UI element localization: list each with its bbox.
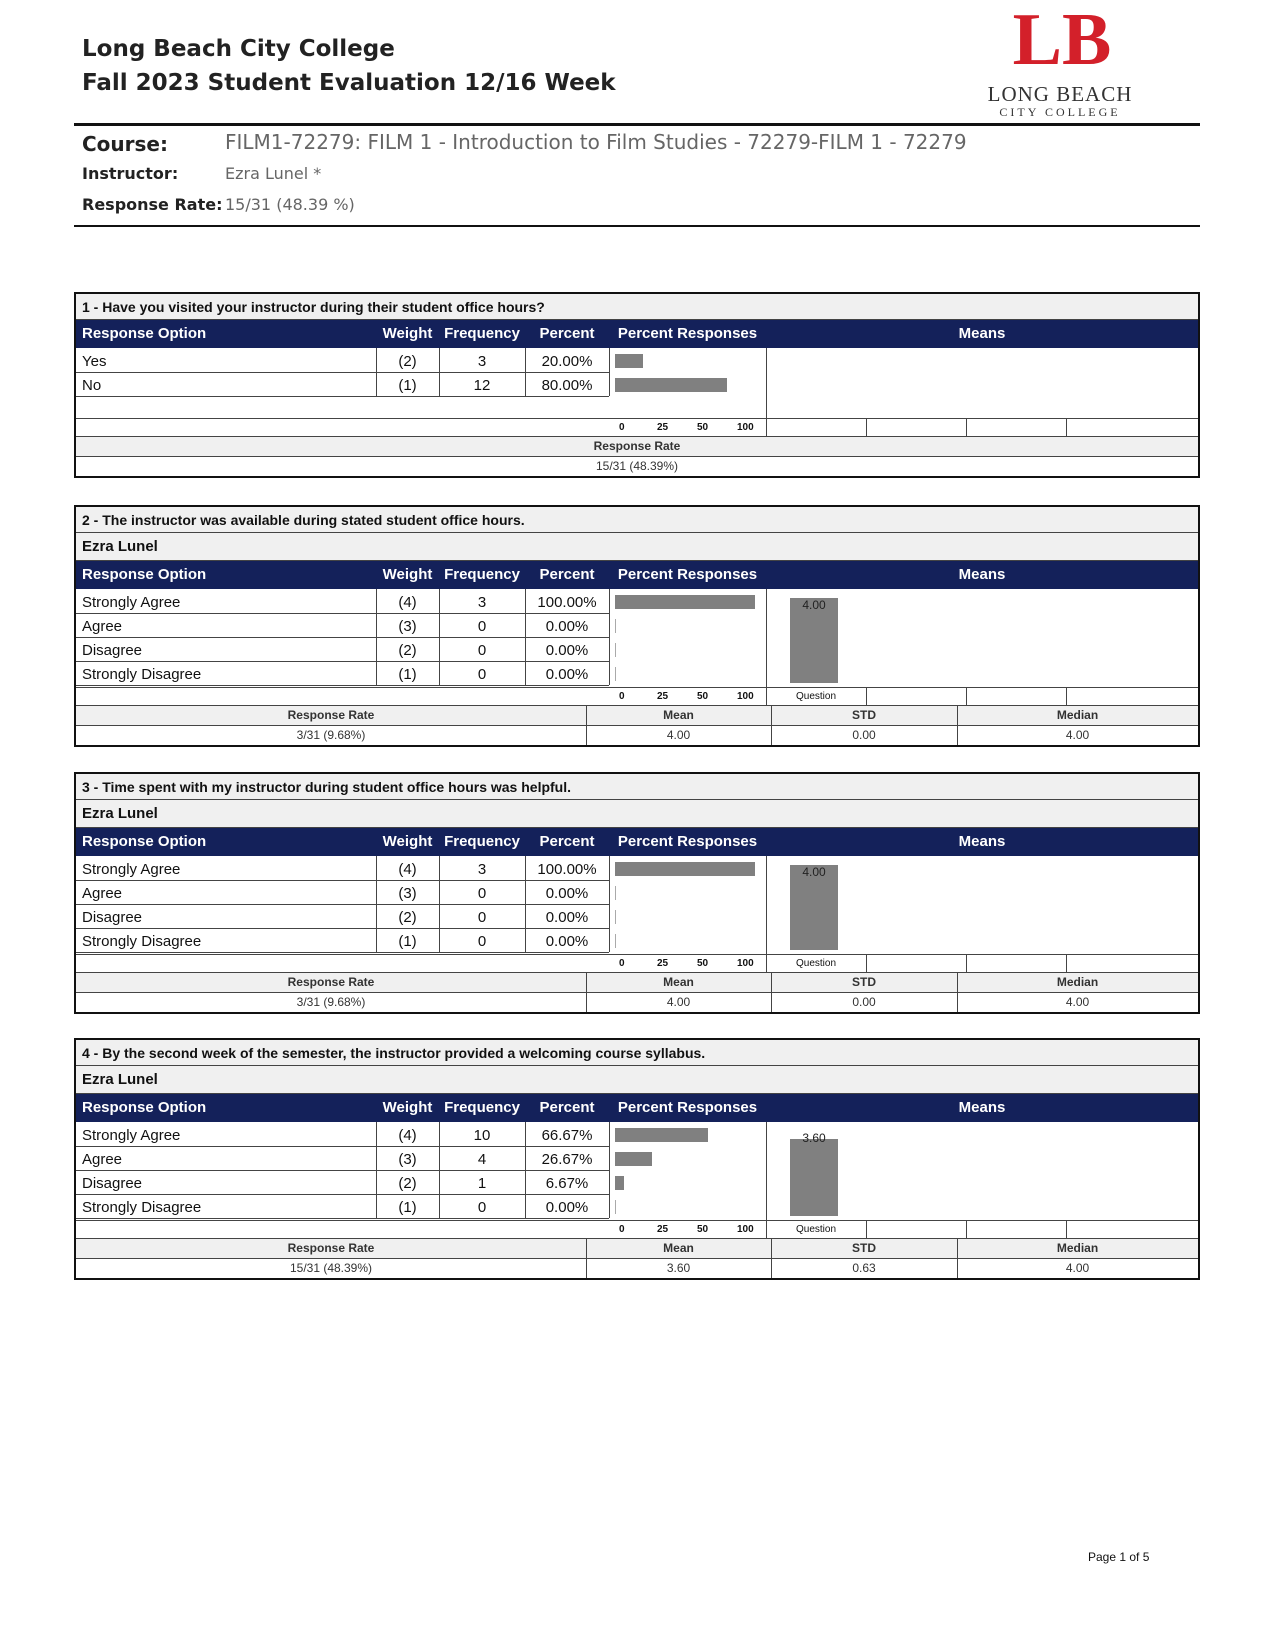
question-instructor: Ezra Lunel	[76, 800, 1198, 828]
report-header	[82, 32, 616, 100]
question-table-1	[74, 292, 1200, 478]
row-percent: 100.00%	[537, 594, 597, 611]
footer-label-response-rate: Response Rate	[287, 708, 375, 722]
footer-value-median: 4.00	[1065, 728, 1090, 742]
footer-label-mean: Mean	[663, 975, 694, 989]
col-percent-responses: Percent Responses	[617, 1099, 758, 1116]
row-option: Disagree	[82, 1175, 143, 1192]
means-divider	[766, 589, 767, 687]
course-divider	[74, 225, 1200, 227]
column-divider	[525, 348, 526, 396]
column-divider	[376, 1122, 377, 1218]
axis-divider	[766, 1221, 767, 1238]
footer-divider	[957, 1259, 958, 1278]
question-table-4	[74, 1038, 1200, 1280]
row-frequency: 0	[477, 618, 487, 635]
col-percent: Percent	[539, 1099, 595, 1116]
row-frequency: 12	[473, 377, 491, 394]
footer-divider	[771, 973, 772, 992]
question-table-2	[74, 505, 1200, 747]
footer-label-median: Median	[1056, 1241, 1099, 1255]
row-weight: (1)	[398, 933, 417, 950]
row-frequency: 4	[477, 1151, 487, 1168]
column-header-row	[76, 1094, 1198, 1122]
means-divider	[766, 1122, 767, 1220]
row-weight: (3)	[398, 885, 417, 902]
col-means: Means	[958, 325, 1006, 342]
axis-question-label: Question	[796, 958, 837, 969]
footer-value-row	[76, 456, 1198, 476]
footer-value-row	[76, 992, 1198, 1012]
footer-value-response-rate: 3/31 (9.68%)	[296, 995, 366, 1009]
row-weight: (3)	[398, 618, 417, 635]
means-divider	[766, 348, 767, 418]
logo-name-line2: CITY COLLEGE	[999, 105, 1121, 119]
percent-bar	[615, 1128, 708, 1142]
axis-divider	[966, 688, 967, 705]
row-divider	[76, 685, 609, 686]
footer-label-mean: Mean	[663, 708, 694, 722]
axis-tick-label: 50	[697, 958, 709, 969]
column-divider	[609, 589, 610, 685]
footer-divider	[586, 1259, 587, 1278]
row-option: Agree	[82, 618, 123, 635]
mean-bar-label: 4.00	[802, 865, 826, 879]
column-divider	[439, 856, 440, 952]
mean-bar-label: 4.00	[802, 598, 826, 612]
row-option: Disagree	[82, 909, 143, 926]
row-frequency: 3	[477, 353, 487, 370]
percent-bar-zero	[615, 934, 616, 948]
axis-divider	[1066, 419, 1067, 436]
row-frequency: 0	[477, 642, 487, 659]
col-means: Means	[958, 566, 1006, 583]
col-response-option: Response Option	[82, 566, 207, 583]
col-weight: Weight	[382, 325, 433, 342]
axis-divider	[766, 419, 767, 436]
column-divider	[525, 856, 526, 952]
footer-divider	[957, 973, 958, 992]
percent-bar	[615, 1152, 652, 1166]
percent-bar-zero	[615, 619, 616, 633]
question-title: 1 - Have you visited your instructor during their student office hours?	[76, 294, 1198, 320]
column-divider	[525, 1122, 526, 1218]
col-frequency: Frequency	[444, 325, 520, 342]
lb-logo-icon	[1012, 0, 1112, 81]
row-percent: 6.67%	[545, 1175, 589, 1192]
footer-value-std: 0.00	[852, 728, 876, 742]
footer-divider	[957, 1239, 958, 1258]
row-frequency: 3	[477, 861, 487, 878]
footer-divider	[771, 706, 772, 725]
axis-question-label: Question	[796, 1224, 837, 1235]
row-frequency: 0	[477, 885, 487, 902]
axis-divider	[966, 955, 967, 972]
row-percent: 0.00%	[545, 933, 589, 950]
footer-header-row	[76, 436, 1198, 456]
row-option: No	[82, 377, 102, 394]
column-divider	[609, 348, 610, 396]
question-title: 2 - The instructor was available during stated student office hours.	[76, 507, 1198, 533]
footer-label-median: Median	[1056, 708, 1099, 722]
footer-value-std: 0.00	[852, 995, 876, 1009]
college-name: Long Beach City College	[82, 36, 395, 62]
axis-divider	[1066, 688, 1067, 705]
axis-tick-label: 0	[619, 958, 625, 969]
row-percent: 0.00%	[545, 909, 589, 926]
question-title: 3 - Time spent with my instructor during student office hours was helpful.	[76, 774, 1198, 800]
col-weight: Weight	[382, 833, 433, 850]
footer-value-median: 4.00	[1065, 995, 1090, 1009]
row-weight: (1)	[398, 666, 417, 683]
column-divider	[525, 589, 526, 685]
column-divider	[376, 856, 377, 952]
axis-divider	[866, 1221, 867, 1238]
lb-logo-letters: LB	[1012, 0, 1112, 81]
axis-tick-label: 50	[697, 691, 709, 702]
column-divider	[609, 1122, 610, 1218]
footer-value-row	[76, 1258, 1198, 1278]
percent-bar-zero	[615, 886, 616, 900]
axis-divider	[766, 688, 767, 705]
footer-divider	[957, 706, 958, 725]
row-option: Agree	[82, 885, 123, 902]
col-percent-responses: Percent Responses	[617, 833, 758, 850]
row-weight: (4)	[398, 594, 417, 611]
axis-divider	[966, 419, 967, 436]
footer-value-mean: 4.00	[666, 728, 691, 742]
row-option: Strongly Agree	[82, 861, 181, 878]
row-option: Yes	[82, 353, 107, 370]
row-percent: 0.00%	[545, 885, 589, 902]
footer-divider	[771, 1239, 772, 1258]
footer-divider	[586, 726, 587, 745]
axis-tick-label: 100	[737, 422, 754, 433]
question-body	[76, 856, 1198, 954]
response-rate-value: 15/31 (48.39 %)	[225, 195, 355, 214]
means-divider	[766, 856, 767, 954]
row-option: Agree	[82, 1151, 123, 1168]
axis-divider	[866, 419, 867, 436]
axis-tick-label: 50	[697, 1224, 709, 1235]
logo-name-line1: LONG BEACH	[987, 82, 1133, 106]
row-weight: (4)	[398, 1127, 417, 1144]
col-percent-responses: Percent Responses	[617, 566, 758, 583]
row-weight: (4)	[398, 861, 417, 878]
column-divider	[439, 1122, 440, 1218]
footer-value-response-rate: 3/31 (9.68%)	[296, 728, 366, 742]
axis-divider	[1066, 1221, 1067, 1238]
report-title: Fall 2023 Student Evaluation 12/16 Week	[82, 70, 616, 96]
footer-value-median: 4.00	[1065, 1261, 1090, 1275]
course-value: FILM1-72279: FILM 1 - Introduction to Film Studies - 72279-FILM 1 - 72279	[225, 130, 967, 154]
question-body	[76, 1122, 1198, 1220]
axis-tick-label: 100	[737, 691, 754, 702]
footer-value-response-rate: 15/31 (48.39%)	[595, 459, 679, 473]
footer-value-row	[76, 725, 1198, 745]
axis-tick-label: 25	[657, 691, 669, 702]
axis-tick-label: 100	[737, 958, 754, 969]
question-body	[76, 589, 1198, 687]
axis-row	[76, 418, 1198, 436]
footer-value-mean: 3.60	[666, 1261, 691, 1275]
footer-divider	[771, 993, 772, 1012]
row-percent: 0.00%	[545, 618, 589, 635]
axis-tick-label: 50	[697, 422, 709, 433]
footer-value-std: 0.63	[852, 1261, 876, 1275]
row-option: Strongly Disagree	[82, 666, 202, 683]
column-divider	[609, 856, 610, 952]
footer-divider	[771, 726, 772, 745]
percent-bar-zero	[615, 1200, 616, 1214]
column-divider	[376, 589, 377, 685]
row-percent: 0.00%	[545, 666, 589, 683]
row-percent: 66.67%	[541, 1127, 593, 1144]
col-percent: Percent	[539, 566, 595, 583]
col-frequency: Frequency	[444, 566, 520, 583]
footer-label-median: Median	[1056, 975, 1099, 989]
course-label: Course:	[82, 132, 168, 156]
column-header-row	[76, 828, 1198, 856]
row-weight: (1)	[398, 377, 417, 394]
row-weight: (1)	[398, 1199, 417, 1216]
row-percent: 20.00%	[541, 353, 593, 370]
row-option: Disagree	[82, 642, 143, 659]
col-weight: Weight	[382, 566, 433, 583]
footer-value-response-rate: 15/31 (48.39%)	[289, 1261, 373, 1275]
footer-header-row	[76, 1238, 1198, 1258]
footer-value-mean: 4.00	[666, 995, 691, 1009]
row-frequency: 1	[477, 1175, 487, 1192]
row-divider	[76, 952, 609, 953]
footer-header-row	[76, 972, 1198, 992]
col-means: Means	[958, 833, 1006, 850]
percent-bar-zero	[615, 910, 616, 924]
row-weight: (3)	[398, 1151, 417, 1168]
mean-bar-label: 3.60	[802, 1131, 826, 1145]
footer-header-row	[76, 705, 1198, 725]
question-body	[76, 348, 1198, 418]
row-frequency: 3	[477, 594, 487, 611]
column-divider	[376, 348, 377, 396]
axis-tick-label: 0	[619, 422, 625, 433]
col-percent: Percent	[539, 325, 595, 342]
row-percent: 0.00%	[545, 642, 589, 659]
col-percent-responses: Percent Responses	[617, 325, 758, 342]
axis-row	[76, 1220, 1198, 1238]
footer-label-std: STD	[852, 975, 876, 989]
footer-divider	[771, 1259, 772, 1278]
axis-tick-label: 0	[619, 691, 625, 702]
row-frequency: 0	[477, 933, 487, 950]
axis-tick-label: 100	[737, 1224, 754, 1235]
footer-label-std: STD	[852, 708, 876, 722]
axis-tick-label: 25	[657, 958, 669, 969]
row-option: Strongly Disagree	[82, 933, 202, 950]
row-option: Strongly Disagree	[82, 1199, 202, 1216]
axis-divider	[966, 1221, 967, 1238]
column-header-row	[76, 561, 1198, 589]
page-number: Page 1 of 5	[1088, 1550, 1150, 1564]
axis-tick-label: 25	[657, 1224, 669, 1235]
footer-label-response-rate: Response Rate	[287, 975, 375, 989]
col-frequency: Frequency	[444, 1099, 520, 1116]
col-frequency: Frequency	[444, 833, 520, 850]
footer-divider	[957, 726, 958, 745]
footer-divider	[586, 993, 587, 1012]
percent-bar	[615, 378, 727, 392]
footer-divider	[586, 1239, 587, 1258]
footer-label-std: STD	[852, 1241, 876, 1255]
row-frequency: 0	[477, 909, 487, 926]
header-divider	[74, 123, 1200, 126]
question-instructor: Ezra Lunel	[76, 533, 1198, 561]
row-percent: 100.00%	[537, 861, 597, 878]
col-response-option: Response Option	[82, 833, 207, 850]
percent-bar	[615, 595, 755, 609]
footer-divider	[957, 993, 958, 1012]
percent-bar	[615, 354, 643, 368]
mean-bar	[790, 1139, 838, 1216]
instructor-label: Instructor:	[82, 164, 179, 183]
row-frequency: 0	[477, 1199, 487, 1216]
row-percent: 0.00%	[545, 1199, 589, 1216]
percent-bar	[615, 862, 755, 876]
row-percent: 26.67%	[541, 1151, 593, 1168]
percent-bar	[615, 1176, 624, 1190]
instructor-value: Ezra Lunel *	[225, 164, 322, 183]
axis-divider	[866, 688, 867, 705]
col-percent: Percent	[539, 833, 595, 850]
axis-row	[76, 954, 1198, 972]
row-option: Strongly Agree	[82, 1127, 181, 1144]
row-divider	[76, 1218, 609, 1219]
row-weight: (2)	[398, 1175, 417, 1192]
footer-label-mean: Mean	[663, 1241, 694, 1255]
column-divider	[439, 348, 440, 396]
response-rate-label: Response Rate:	[82, 195, 223, 214]
row-divider	[76, 396, 609, 397]
footer-divider	[586, 706, 587, 725]
row-option: Strongly Agree	[82, 594, 181, 611]
row-weight: (2)	[398, 642, 417, 659]
column-divider	[439, 589, 440, 685]
question-title: 4 - By the second week of the semester, the instructor provided a welcoming course syllabus.	[76, 1040, 1198, 1066]
footer-label-response-rate: Response Rate	[287, 1241, 375, 1255]
percent-bar-zero	[615, 643, 616, 657]
question-table-3	[74, 772, 1200, 1014]
axis-divider	[766, 955, 767, 972]
footer-divider	[586, 973, 587, 992]
col-response-option: Response Option	[82, 325, 207, 342]
row-weight: (2)	[398, 353, 417, 370]
axis-divider	[1066, 955, 1067, 972]
col-means: Means	[958, 1099, 1006, 1116]
footer-label-response-rate: Response Rate	[593, 439, 681, 453]
question-instructor: Ezra Lunel	[76, 1066, 1198, 1094]
column-header-row	[76, 320, 1198, 348]
axis-divider	[866, 955, 867, 972]
axis-question-label: Question	[796, 691, 837, 702]
axis-tick-label: 0	[619, 1224, 625, 1235]
axis-tick-label: 25	[657, 422, 669, 433]
col-response-option: Response Option	[82, 1099, 207, 1116]
row-weight: (2)	[398, 909, 417, 926]
row-percent: 80.00%	[541, 377, 593, 394]
row-frequency: 0	[477, 666, 487, 683]
row-frequency: 10	[473, 1127, 491, 1144]
college-logo	[985, 2, 1135, 120]
col-weight: Weight	[382, 1099, 433, 1116]
axis-row	[76, 687, 1198, 705]
percent-bar-zero	[615, 667, 616, 681]
